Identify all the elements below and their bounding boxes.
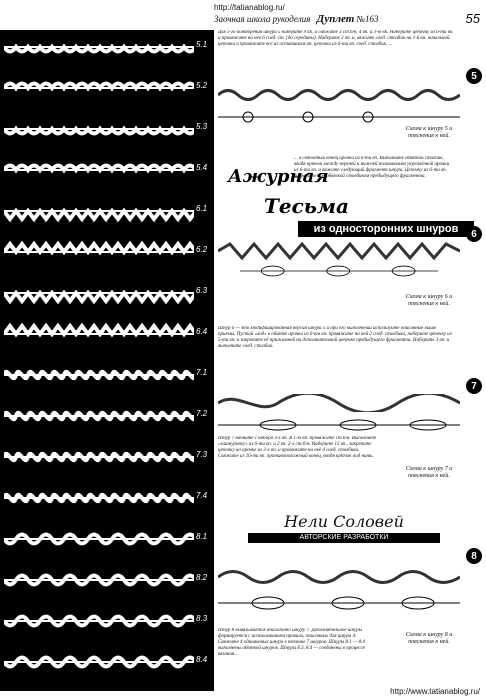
lace-sample-strip xyxy=(4,77,194,99)
instruction-text-2: ... в свободный конец арочки из 6-ти вп. Выполните обвязкой столбик, вводя крючок между верхней и нижней половинками укреплённой арочки из 6-ти вп. и вяжите следующий фрагмент шнура. Цепочку из 6-ти вп. закрепите под обвязкой столбиком предыдущего фрагмента. xyxy=(294,156,450,179)
sample-label: 6.3 xyxy=(196,286,208,295)
author-banner: АВТОРСКИЕ РАЗРАБОТКИ xyxy=(248,533,440,543)
sample-label: 5.4 xyxy=(196,163,208,172)
instruction-text-3: Шнур 6 — это модифицированная версия шнура 5 и при его выполнении используйте описанные выше приемы. Пустой «ход» в обвязке арочки из 6-ти вп. провяжите на ней 2 соед. столбика, наберите цепочку из 5-ти вп. и закрепите её прижимной на дополнительной цепочке предыдущего фрагмента. Наберите 3 вп. и выполните соед. столбик. xyxy=(218,326,452,349)
lace-sample-strip xyxy=(4,159,194,181)
sample-label: 8.1 xyxy=(196,532,208,541)
diagram-5 xyxy=(218,108,460,122)
section-title xyxy=(224,156,476,234)
lace-sample-path xyxy=(4,244,194,252)
issue-number: №163 xyxy=(356,14,379,24)
caption-6: Схема к шнуру 6 и пояснения к ней. xyxy=(405,294,453,307)
lace-sample-path xyxy=(4,326,194,334)
instructions-panel xyxy=(214,28,482,668)
sample-label: 7.4 xyxy=(196,491,208,500)
sample-label: 7.2 xyxy=(196,409,208,418)
instruction-text-1: Для 1-го повторения шнура 5 наберите 9 вп. и свяжите 3 ст.б/н, 4 вп. и 3-ю вп. Наберите цепочку из 6-ти вп. и провяжите на нее 6 соед. ст. (до середины). Наберите 2 вп. и, вяжите соед. столбик на 1-й вп. начальной цепочки и провяжите все из оставшихся вп. цепочки из 6-ти вп. соед. столбик, ... xyxy=(218,30,454,47)
lace-sample-strip xyxy=(4,364,194,386)
page-header xyxy=(214,13,482,25)
lace-samples-panel xyxy=(0,30,214,691)
lace-sample-strip xyxy=(4,487,194,509)
lace-photo-6 xyxy=(218,242,460,260)
author-name: Нели Соловей xyxy=(284,512,404,531)
cord-badge-7: 7 xyxy=(466,378,482,394)
sample-label: 5.3 xyxy=(196,122,208,131)
journal-name: Дуплет xyxy=(316,13,355,25)
sample-label: 7.3 xyxy=(196,450,208,459)
lace-sample-strip xyxy=(4,241,194,263)
lace-sample-strip xyxy=(4,405,194,427)
lace-sample-strip xyxy=(4,569,194,591)
diagram-6 xyxy=(218,262,460,284)
sample-label: 5.2 xyxy=(196,81,208,90)
lace-sample-strip xyxy=(4,282,194,304)
sample-label: 8.3 xyxy=(196,614,208,623)
author-block xyxy=(244,512,444,543)
caption-7: Схема к шнуру 7 и пояснения к ней. xyxy=(405,466,453,479)
header-url: http://tatianablog.ru/ xyxy=(214,3,285,12)
lace-sample-strip xyxy=(4,528,194,550)
footer-url: http://www.tatianablog.ru/ xyxy=(390,687,480,696)
sample-label: 8.2 xyxy=(196,573,208,582)
sample-label: 6.4 xyxy=(196,327,208,336)
lace-sample-path xyxy=(4,211,194,219)
sample-label: 5.1 xyxy=(196,40,208,49)
diagram-7 xyxy=(218,416,460,430)
diagram-8 xyxy=(218,594,460,610)
lace-sample-strip xyxy=(4,36,194,58)
cord-badge-5: 5 xyxy=(466,68,482,84)
sample-label: 7.1 xyxy=(196,368,208,377)
cord-badge-8: 8 xyxy=(466,548,482,564)
lace-photo-7 xyxy=(218,394,460,412)
instruction-text-4: Шнур 7 начните с набора 3-х вп. В 1-ю вп. провяжите ст.б/н. Выполните «зашнуровку» из 6-ти вп. и 2 вп. 2-х ст.б/н. Наберите 12 вп., закрепите цепочку на арочке из 3-х вп. и провяжите на неё 4 соед. столбика. Свяжите из 16-ти вп. противоположный конец, вводя крючок под нить. xyxy=(218,436,377,459)
page-number: 55 xyxy=(465,11,480,26)
sample-label: 6.2 xyxy=(196,245,208,254)
title-banner: из односторонних шнуров xyxy=(298,221,474,237)
lace-sample-strip xyxy=(4,610,194,632)
header-section: Заочная школа рукоделия xyxy=(214,14,311,24)
lace-sample-strip xyxy=(4,323,194,345)
lace-photo-8 xyxy=(218,568,460,586)
cord-badge-6: 6 xyxy=(466,226,482,242)
sample-label: 8.4 xyxy=(196,655,208,664)
caption-8: Схема к шнуру 8 и пояснения к ней. xyxy=(405,632,453,645)
lace-sample-path xyxy=(4,293,194,301)
sample-label: 6.1 xyxy=(196,204,208,213)
lace-sample-strip xyxy=(4,118,194,140)
title-word-1: Ажурная xyxy=(228,166,329,187)
lace-sample-strip xyxy=(4,446,194,468)
lace-photo-5 xyxy=(218,86,460,104)
lace-sample-strip xyxy=(4,200,194,222)
instruction-text-5: Шнур 8 вывязывается аналогично шнуру 7. Дополнительное шнуры формируется с использованием правила, описанных для шнура 4. Свяжите 4 одинаковых шнура в технике 7 шнуров. Шнуры 8.1 — 8.4 выполнены обвязкой шнуров. Шнуры 8.3, 8.4 — соединены в процессе вязания... xyxy=(218,628,365,657)
caption-5: Схема к шнуру 5 и пояснения к ней. xyxy=(405,126,453,139)
lace-sample-strip xyxy=(4,651,194,673)
title-word-2: Тесьма xyxy=(264,194,349,218)
